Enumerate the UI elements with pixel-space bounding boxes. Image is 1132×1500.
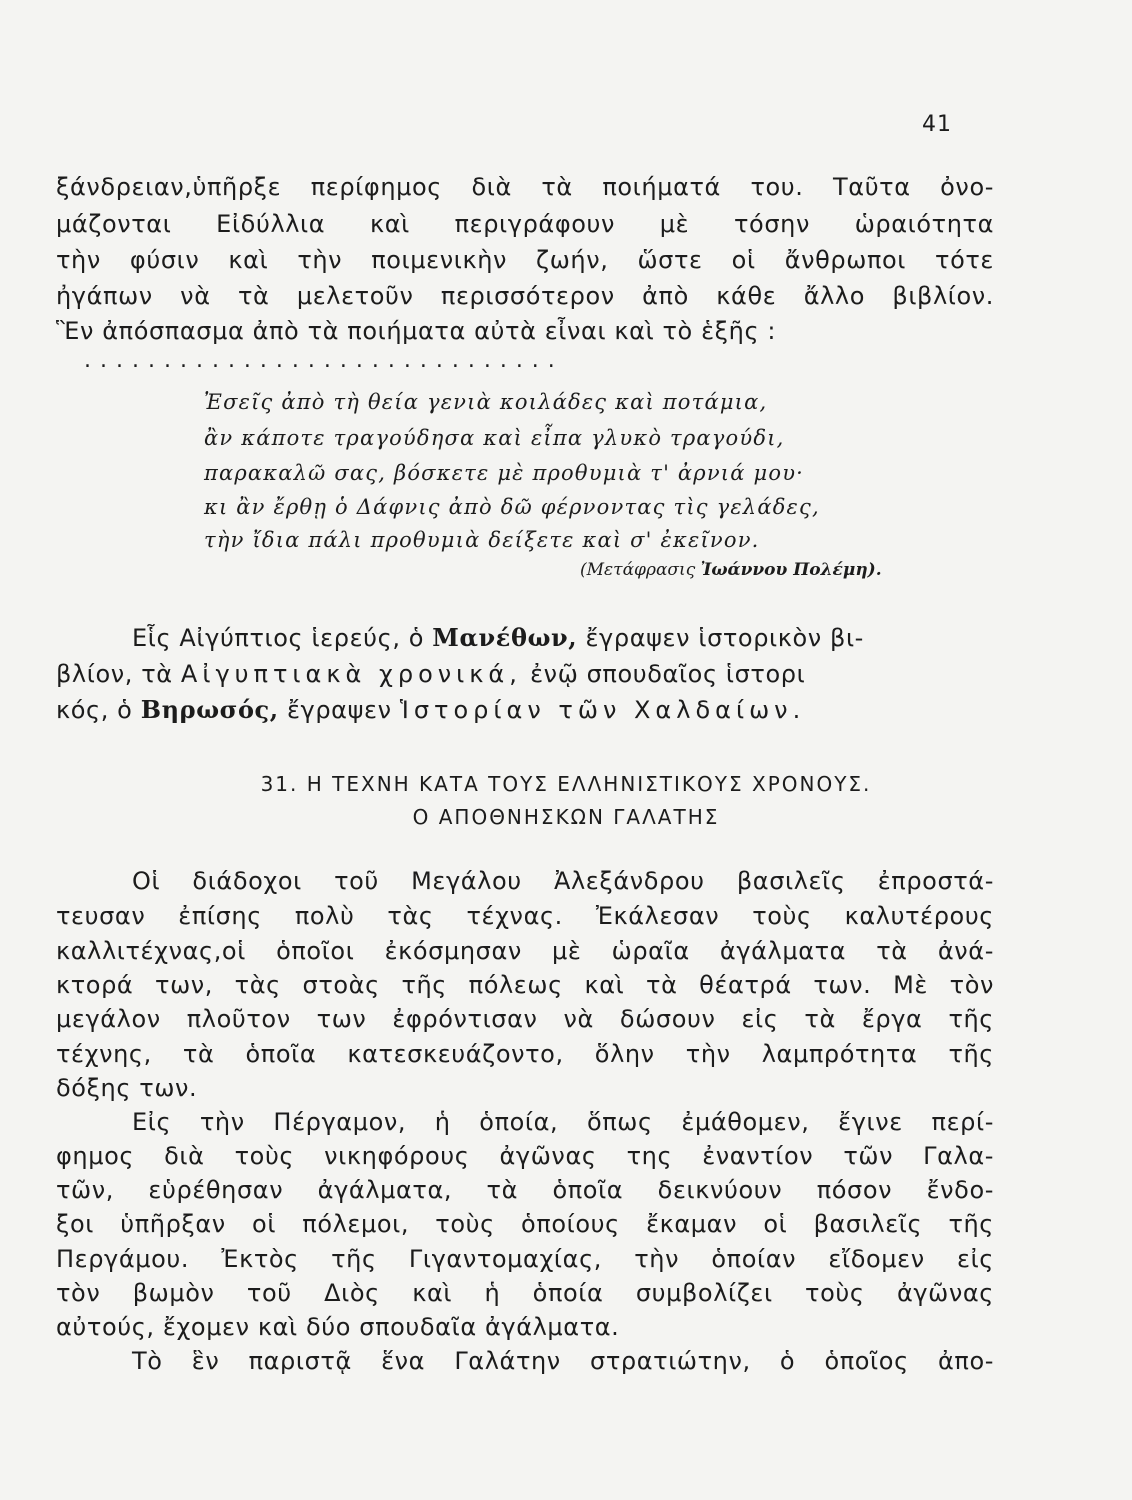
ellipsis-separator: .............................. [84,348,564,373]
translation-credit [580,560,882,580]
text-line: μάζονται Εἰδύλλια καὶ περιγράφουν μὲ τόσην ὡραιότητα [56,210,994,238]
text-line: δόξης των. [56,1074,198,1102]
text-line: καλλιτέχνας,οἱ ὁποῖοι ἐκόσμησαν μὲ ὡραῖα ἀγάλματα τὰ ἀνά- [56,937,994,965]
person-name: Μανέθων, [432,623,578,652]
text-line [56,659,805,689]
verse-line: ἂν κάποτε τραγούδησα καὶ εἶπα γλυκὸ τραγούδι, [204,426,785,450]
text-line: Εἰς τὴν Πέργαμον, ἡ ὁποία, ὅπως ἐμάθομεν, ἔγινε περί- [132,1108,994,1136]
book-title: Ἱστορίαν τῶν Χαλδαίων. [399,696,806,724]
text-line: ξάνδρειαν,ὑπῆρξε περίφημος διὰ τὰ ποιήματά του. Ταῦτα ὀνο- [56,173,994,201]
book-title: Αἰγυπτιακὰ χρονικά, [180,660,522,688]
text-line: Περγάμου. Ἐκτὸς τῆς Γιγαντομαχίας, τὴν ὁποίαν εἴδομεν εἰς [56,1245,994,1273]
text-line: φημος διὰ τοὺς νικηφόρους ἀγῶνας της ἐναντίον τῶν Γαλα- [56,1142,994,1170]
text-line: τῶν, εὑρέθησαν ἀγάλματα, τὰ ὁποῖα δεικνύουν πόσον ἔνδο- [56,1176,994,1204]
text-line: αὐτούς, ἔχομεν καὶ δύο σπουδαῖα ἀγάλματα. [56,1313,620,1341]
person-name: Βηρωσός, [140,695,279,724]
text-run: Εἷς Αἰγύπτιος ἱερεύς, ὁ [132,624,425,652]
text-line: Ἓν ἀπόσπασμα ἀπὸ τὰ ποιήματα αὐτὰ εἶναι καὶ τὸ ἑξῆς : [56,317,777,345]
section-heading: 31. Η ΤΕΧΝΗ ΚΑΤΑ ΤΟΥΣ ΕΛΛΗΝΙΣΤΙΚΟΥΣ ΧΡΟΝΟΥΣ. [260,772,872,796]
text-line: Τὸ ἓν παριστᾷ ἕνα Γαλάτην στρατιώτην, ὁ ὁποῖος ἀπο- [132,1347,994,1375]
text-line: κτορά των, τὰς στοὰς τῆς πόλεως καὶ τὰ θέατρά των. Μὲ τὸν [56,971,994,999]
text-run: βλίον, τὰ [56,660,173,688]
text-line: τευσαν ἐπίσης πολὺ τὰς τέχνας. Ἐκάλεσαν τοὺς καλυτέρους [56,902,994,930]
text-run: ἔγραψεν [286,696,392,724]
text-line: ξοι ὑπῆρξαν οἱ πόλεμοι, τοὺς ὁποίους ἔκαμαν οἱ βασιλεῖς τῆς [56,1210,994,1238]
verse-line: κι ἂν ἔρθῃ ὁ Δάφνις ἀπὸ δῶ φέρνοντας τὶς γελάδες, [204,495,820,519]
text-line: μεγάλον πλοῦτον των ἐφρόντισαν νὰ δώσουν εἰς τὰ ἔργα τῆς [56,1005,994,1033]
verse-line: Ἐσεῖς ἀπὸ τὴ θεία γενιὰ κοιλάδες καὶ ποτάμια, [204,390,768,414]
verse-line: τὴν ἴδια πάλι προθυμιὰ δείξετε καὶ σ' ἐκεῖνον. [204,528,760,552]
text-line: τέχνης, τὰ ὁποῖα κατεσκευάζοντο, ὅλην τὴν λαμπρότητα τῆς [56,1040,994,1068]
text-line [56,695,805,725]
text-line: τὸν βωμὸν τοῦ Διὸς καὶ ἡ ὁποία συμβολίζει τοὺς ἀγῶνας [56,1279,994,1307]
translator-name: Ἰωάννου Πολέμη). [700,560,882,580]
text-line [132,623,864,653]
page-number: 41 [922,112,952,137]
section-subheading: Ο ΑΠΟΘΝΗΣΚΩΝ ΓΑΛΑΤΗΣ [412,805,720,829]
text-run: ἐνῷ σπουδαῖος ἱστορι [530,660,806,688]
verse-line: παρακαλῶ σας, βόσκετε μὲ προθυμιὰ τ' ἀρνιά μου· [204,461,805,485]
text-run: κός, ὁ [56,696,133,724]
text-line: τὴν φύσιν καὶ τὴν ποιμενικὴν ζωήν, ὥστε οἱ ἄνθρωποι τότε [56,246,994,274]
text-line: Οἱ διάδοχοι τοῦ Μεγάλου Ἀλεξάνδρου βασιλεῖς ἐπροστά- [132,867,994,895]
text-line: ἠγάπων νὰ τὰ μελετοῦν περισσότερον ἀπὸ κάθε ἄλλο βιβλίον. [56,282,994,310]
text-run: ἔγραψεν ἱστορικὸν βι- [585,624,864,652]
credit-prefix: (Μετάφρασις [580,560,696,580]
